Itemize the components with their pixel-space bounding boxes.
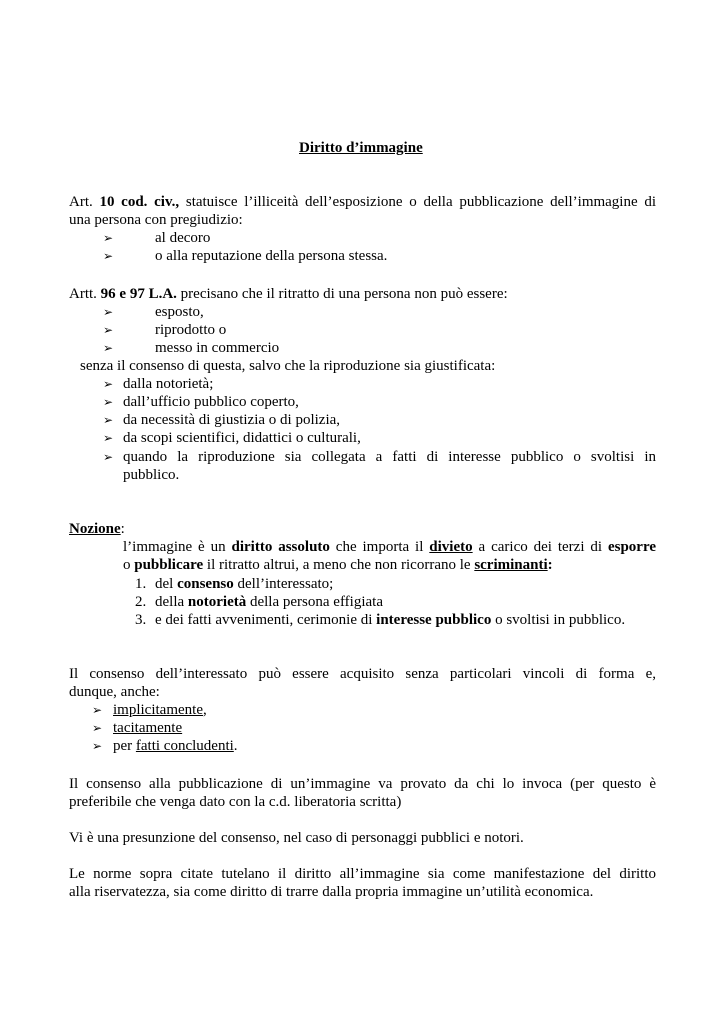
justification-item: dall’ufficio pubblico coperto, bbox=[123, 394, 299, 410]
bullet-arrow-icon: ➢ bbox=[103, 305, 114, 319]
art96-item: messo in commercio bbox=[155, 340, 280, 356]
presunzione-line: Vi è una presunzione del consenso, nel caso di personaggi pubblici e notori. bbox=[69, 830, 524, 846]
bullet-arrow-icon: ➢ bbox=[92, 703, 103, 717]
consenso-item: implicitamente, bbox=[113, 702, 207, 718]
consenso-line2: dunque, anche: bbox=[69, 684, 160, 700]
page-title: Diritto d’immagine bbox=[299, 140, 423, 156]
justification-item: quando la riproduzione sia collegata a fatti di interesse pubblico o svoltisi in bbox=[123, 449, 656, 465]
nozione-item-number: 3. bbox=[135, 612, 147, 628]
bullet-arrow-icon: ➢ bbox=[103, 395, 114, 409]
justification-item: pubblico. bbox=[123, 467, 180, 483]
bullet-arrow-icon: ➢ bbox=[103, 413, 114, 427]
art96-line: Artt. 96 e 97 L.A. precisano che il ritratto di una persona non può essere: bbox=[69, 286, 508, 302]
art96-item: riprodotto o bbox=[155, 322, 227, 338]
consent-line: senza il consenso di questa, salvo che la riproduzione sia giustificata: bbox=[80, 358, 496, 374]
art10-item: o alla reputazione della persona stessa. bbox=[155, 248, 388, 264]
prova-line1: Il consenso alla pubblicazione di un’immagine va provato da chi lo invoca (per questo è bbox=[69, 776, 656, 792]
norme-line1: Le norme sopra citate tutelano il diritto all’immagine sia come manifestazione del diritto bbox=[69, 866, 656, 882]
nozione-item: del consenso dell’interessato; bbox=[155, 576, 334, 592]
nozione-line1: l’immagine è un diritto assoluto che importa il divieto a carico dei terzi di esporre bbox=[123, 539, 656, 555]
nozione-item: e dei fatti avvenimenti, cerimonie di interesse pubblico o svoltisi in pubblico. bbox=[155, 612, 626, 628]
consenso-item: tacitamente bbox=[113, 720, 183, 736]
nozione-item-number: 1. bbox=[135, 576, 147, 592]
prova-line2: preferibile che venga dato con la c.d. liberatoria scritta) bbox=[69, 794, 402, 810]
nozione-heading: Nozione: bbox=[69, 521, 125, 537]
art10-line1: Art. 10 cod. civ., statuisce l’illiceità dell’esposizione o della pubblicazione dell’immagine di bbox=[69, 194, 657, 210]
nozione-item-number: 2. bbox=[135, 594, 147, 610]
bullet-arrow-icon: ➢ bbox=[92, 721, 103, 735]
consenso-item: per fatti concludenti. bbox=[113, 738, 238, 754]
bullet-arrow-icon: ➢ bbox=[103, 323, 114, 337]
justification-item: dalla notorietà; bbox=[123, 376, 214, 392]
nozione-item: della notorietà della persona effigiata bbox=[155, 594, 383, 610]
nozione-line2: o pubblicare il ritratto altrui, a meno che non ricorrano le scriminanti: bbox=[123, 557, 553, 573]
art96-item: esposto, bbox=[155, 304, 204, 320]
norme-line2: alla riservatezza, sia come diritto di trarre dalla propria immagine un’utilità economica. bbox=[69, 884, 594, 900]
bullet-arrow-icon: ➢ bbox=[92, 739, 103, 753]
justification-item: da necessità di giustizia o di polizia, bbox=[123, 412, 341, 428]
bullet-arrow-icon: ➢ bbox=[103, 377, 114, 391]
art10-line2: una persona con pregiudizio: bbox=[69, 212, 243, 228]
bullet-arrow-icon: ➢ bbox=[103, 249, 114, 263]
bullet-arrow-icon: ➢ bbox=[103, 431, 114, 445]
bullet-arrow-icon: ➢ bbox=[103, 341, 114, 355]
consenso-line1: Il consenso dell’interessato può essere acquisito senza particolari vincoli di forma e, bbox=[69, 666, 656, 682]
bullet-arrow-icon: ➢ bbox=[103, 450, 114, 464]
justification-item: da scopi scientifici, didattici o culturali, bbox=[123, 430, 361, 446]
art10-item: al decoro bbox=[155, 230, 211, 246]
bullet-arrow-icon: ➢ bbox=[103, 231, 114, 245]
